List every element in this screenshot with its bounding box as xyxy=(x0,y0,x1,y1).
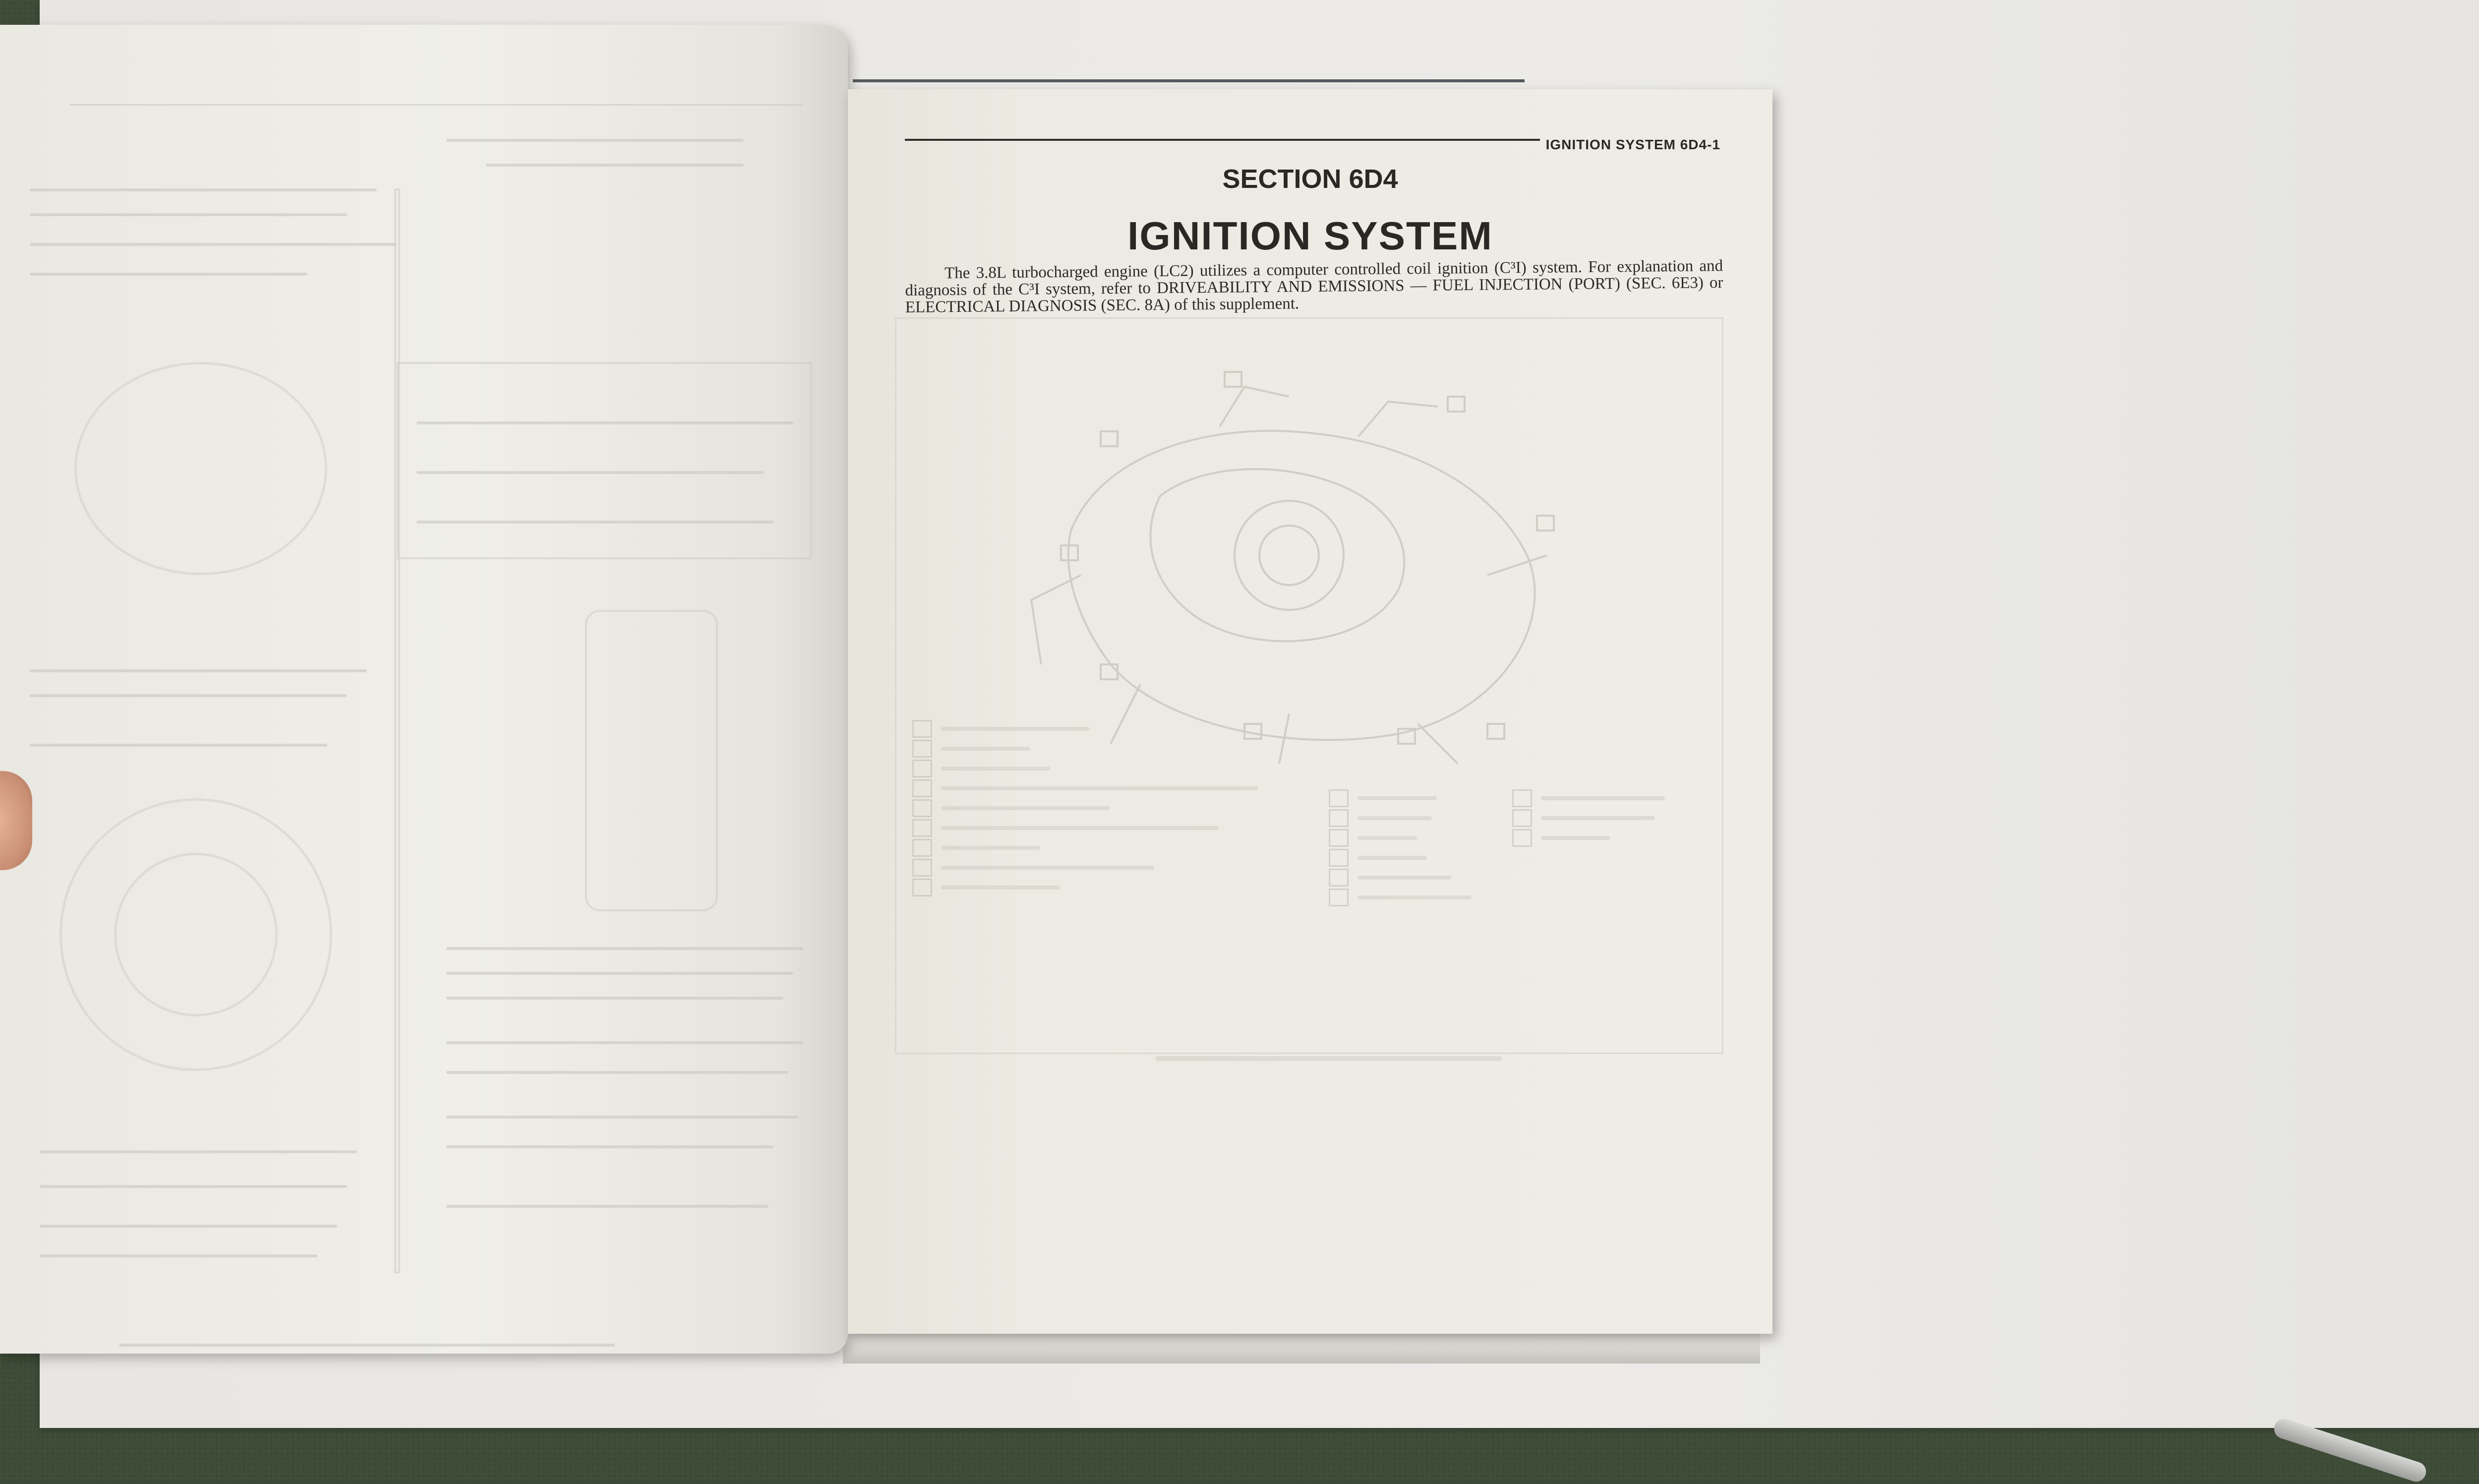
ghost-text-line xyxy=(446,947,803,950)
ghost-text-line xyxy=(446,1145,773,1148)
ghost-text-line xyxy=(446,972,793,975)
intro-paragraph: The 3.8L turbocharged engine (LC2) utilizes a computer controlled coil ignition (C³I) system. For explanation and diagnosis of the C³I system, refer to DRIVEABILITY AND EMISSIONS — FUEL INJECTION (PORT) (SEC. 6E3) or ELECTRICAL DIAGNOSIS (SEC. 8A) of this supplement. xyxy=(905,257,1723,316)
ghost-diagram xyxy=(74,362,327,575)
ghost-text-line xyxy=(446,1071,788,1074)
ghost-header-rule xyxy=(69,104,803,106)
ghost-text-line xyxy=(40,1254,317,1257)
ghost-table xyxy=(397,362,812,559)
ghost-text-line xyxy=(40,1225,337,1228)
ghost-text-line xyxy=(416,521,773,524)
left-page-bleed-through[interactable] xyxy=(0,25,848,1354)
bleed-through-legend-right xyxy=(1512,788,1665,848)
ghost-text-line xyxy=(446,1116,798,1119)
ghost-text-line xyxy=(30,213,347,216)
ghost-text-line xyxy=(446,1205,768,1208)
bleed-through-legend-middle xyxy=(1329,788,1472,907)
ghost-text-line xyxy=(30,669,367,672)
right-page[interactable] xyxy=(848,89,1772,1334)
ghost-text-line xyxy=(446,1041,803,1044)
ghost-text-line xyxy=(30,694,347,697)
ghost-text-line xyxy=(30,273,307,276)
ghost-caption-line xyxy=(119,1344,615,1347)
bleed-through-legend-left xyxy=(912,719,1258,897)
ghost-text-line xyxy=(486,164,744,167)
ghost-component-diagram xyxy=(585,610,718,911)
ghost-text-line xyxy=(30,188,377,191)
bleed-through-figure-caption xyxy=(1155,1056,1502,1061)
ghost-text-line xyxy=(40,1150,357,1153)
ghost-text-line xyxy=(416,421,793,424)
ghost-text-line xyxy=(30,744,327,747)
section-number: SECTION 6D4 xyxy=(1222,164,1398,194)
ghost-text-line xyxy=(40,1185,347,1188)
bleed-through-engine-diagram xyxy=(1011,367,1567,773)
ghost-pulley-inner xyxy=(114,853,278,1016)
ghost-column-divider xyxy=(394,188,400,1273)
section-title: IGNITION SYSTEM xyxy=(1127,214,1493,258)
running-head: IGNITION SYSTEM 6D4-1 xyxy=(1540,137,1720,153)
thumb xyxy=(0,771,32,870)
ghost-text-line xyxy=(416,471,764,474)
ghost-text-line xyxy=(446,997,783,1000)
ghost-text-line xyxy=(446,139,744,142)
ghost-text-line xyxy=(30,243,397,246)
